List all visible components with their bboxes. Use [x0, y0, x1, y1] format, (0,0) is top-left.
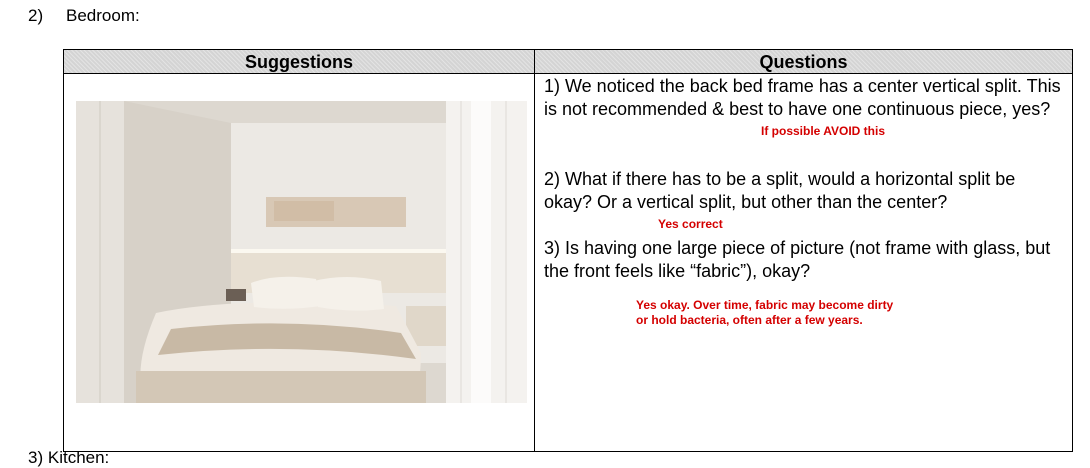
- bedroom-image: [76, 101, 527, 403]
- section-title: Bedroom:: [66, 6, 140, 25]
- bedroom-photo: [76, 101, 527, 403]
- next-section-heading: [28, 448, 109, 468]
- answer-3-line-1: Yes okay. Over time, fabric may become dirty: [636, 298, 894, 312]
- header-questions: Questions: [759, 52, 848, 72]
- answer-2: Yes correct: [658, 217, 723, 231]
- question-1: 1) We noticed the back bed frame has a center vertical split. This is not recommended & best to have one continuous piece, yes?: [544, 76, 1061, 119]
- answer-3: [636, 298, 956, 328]
- next-section-number: 3): [28, 448, 44, 467]
- question-2: 2) What if there has to be a split, would a horizontal split be okay? Or a vertical split, but other than the center?: [544, 169, 1016, 212]
- suggestions-questions-table: [63, 49, 1073, 452]
- answer-1: If possible AVOID this: [761, 124, 886, 138]
- question-3: 3) Is having one large piece of picture (not frame with glass, but the front feels like “fabric”), okay?: [544, 238, 1051, 281]
- header-suggestions: Suggestions: [244, 52, 353, 72]
- answer-3-line-2: or hold bacteria, often after a few years.: [636, 313, 863, 327]
- section-heading: [28, 6, 140, 26]
- column-divider: [534, 50, 535, 451]
- section-number: 2): [28, 6, 44, 25]
- next-section-title: Kitchen:: [47, 448, 110, 467]
